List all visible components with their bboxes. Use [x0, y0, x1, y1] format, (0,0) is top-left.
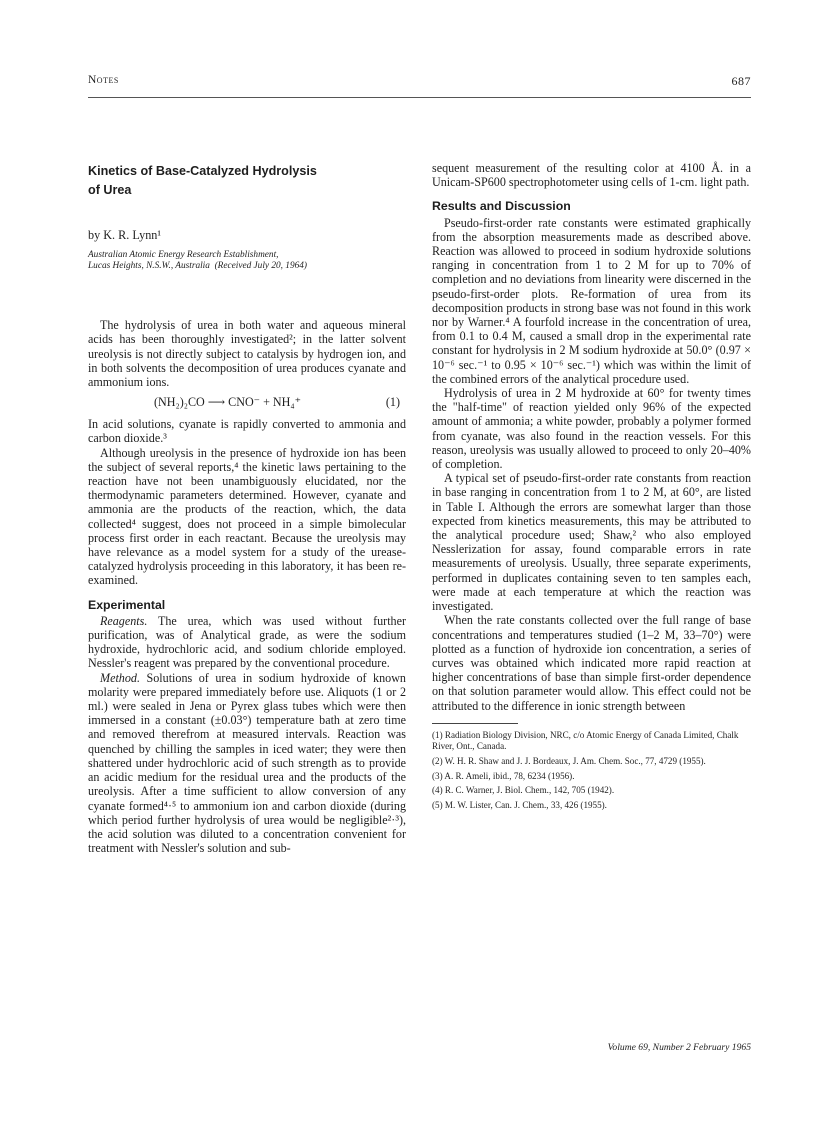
equation-number: (1)	[385, 395, 400, 410]
reagents-text: The urea, which was used without further purification, was of Analytical grade, as were the sodium hydroxide, hydrochloric acid, and sodium chloride employed. Nessler's reagent was prepared by the conventional procedure.	[88, 613, 406, 671]
results-paragraph-1: Pseudo-first-order rate constants were estimated graphically from the absorption measurements made as described above. Reaction was allowed to proceed in sodium hydroxide solutions ranging in concentration from 1 to 2 M for up to 70% of completion and no deviations from linearity were discerned in the pseudo-first-order plots. Re-formation of urea from its decomposition products in strong base was not found in this work nor by Warner.⁴ A fourfold increase in the concentration of urea, from 0.1 to 0.4 M, caused a small drop in the experimental rate constant for hydrolysis in 2 M sodium hydroxide at 50.0° (0.97 × 10⁻⁶ sec.⁻¹ to 0.95 × 10⁻⁶ sec.⁻¹) which was within the limit of the combined errors of the analytical procedure used.	[432, 215, 751, 386]
equation-1	[88, 395, 406, 411]
author-byline: by K. R. Lynn¹	[88, 228, 162, 242]
author-affiliation	[88, 250, 406, 272]
footnote-rule	[432, 723, 518, 724]
results-paragraph-3: A typical set of pseudo-first-order rate constants from reaction in base ranging in concentration from 1 to 2 M, at 60°, are listed in Table I. Although the errors are somewhat larger than those expected from kinetics measurements, this may be attributed to the analytical procedure used; Shaw,² who also employed Nesslerization for assay, found comparable errors in rate measurements of ureolysis. Usually, three separate experiments, performed in duplicates containing seven to ten samples each, were made at each temperature at which the reaction was investigated.	[432, 471, 751, 614]
method-continuation: sequent measurement of the resulting color at 4100 Å. in a Unicam-SP600 spectrophotometer using cells of 1-cm. light path.	[432, 161, 751, 190]
article-title	[88, 162, 406, 200]
method-label: Method.	[100, 670, 140, 685]
page-number: 687	[731, 74, 751, 88]
footnote-4: (4) R. C. Warner, J. Biol. Chem., 142, 705 (1942).	[432, 785, 615, 796]
results-paragraph-2: Hydrolysis of urea in 2 M hydroxide at 60° for twenty times the "half-time" of reaction yielded only 96% of the expected amount of ammonia; a white powder, probably a polymer formed from cyanate, was also found in the reaction vessels. For this reason, ureolysis was usually allowed to proceed to only 20–40% of completion.	[432, 386, 751, 472]
method-text: Solutions of urea in sodium hydroxide of known molarity were prepared immediately before use. Aliquots (1 or 2 ml.) were sealed in Jena or Pyrex glass tubes which were then immersed in a constant (±0.03°) temperature bath at zero time and removed therefrom at measured intervals. Reaction was quenched by chilling the samples in iced water; they were then shattered under hydrochloric acid of such strength as to provide an acidic medium for the residual urea and the products of the ureolysis. After a time sufficient to allow conversion of any cyanate formed⁴·⁵ to ammonium ion and carbon dioxide (during which period further hydrolysis of urea would be negligible²·³), the acid solution was diluted to a concentration convenient for treatment with Nessler's solution and sub-	[88, 670, 406, 856]
reagents-label: Reagents.	[100, 613, 148, 628]
method-paragraph	[88, 671, 406, 856]
footnote-3: (3) A. R. Ameli, ibid., 78, 6234 (1956).	[432, 770, 575, 781]
footnote-5: (5) M. W. Lister, Can. J. Chem., 33, 426 (1955).	[432, 799, 607, 810]
running-head	[88, 74, 751, 86]
title-line-2: of Urea	[88, 183, 132, 197]
results-paragraph-4: When the rate constants collected over the full range of base concentrations and temperatures studied (1–2 M, 33–70°) were plotted as a function of hydroxide ion concentration, a series of curves was obtained which indicated more rapid reaction at higher concentrations of base than simple first-order dependence on that solution parameter would allow. This effect could not be attributed to the difference in ionic strength between	[432, 613, 751, 713]
heading-results: Results and Discussion	[432, 199, 571, 214]
intro-paragraph-2: In acid solutions, cyanate is rapidly converted to ammonia and carbon dioxide.³	[88, 417, 406, 446]
right-column	[432, 161, 751, 814]
affiliation-line-2: Lucas Heights, N.S.W., Australia	[88, 261, 210, 272]
title-line-1: Kinetics of Base-Catalyzed Hydrolysis	[88, 164, 317, 178]
received-date: (Received July 20, 1964)	[214, 261, 307, 272]
intro-paragraph-1: The hydrolysis of urea in both water and aqueous mineral acids has been thoroughly investigated²; in the latter solvent ureolysis is not directly subject to catalysis by hydrogen ion, and in both solvents the decomposition of urea produces cyanate and ammonium ions.	[88, 318, 406, 390]
journal-issue-footer: Volume 69, Number 2 February 1965	[607, 1042, 751, 1053]
equation-expression: (NH₂)₂CO ⟶ CNO⁻ + NH₄⁺	[154, 395, 301, 410]
section-name: Notes	[88, 74, 119, 86]
affiliation-line-1: Australian Atomic Energy Research Establishment,	[88, 250, 279, 261]
footnote-2: (2) W. H. R. Shaw and J. J. Bordeaux, J. Am. Chem. Soc., 77, 4729 (1955).	[432, 755, 706, 766]
heading-experimental: Experimental	[88, 597, 166, 612]
intro-paragraph-3: Although ureolysis in the presence of hydroxide ion has been the subject of several reports,⁴ the kinetic laws pertaining to the reaction have not been unambiguously elucidated, nor the thermodynamic parameters determined. However, cyanate and ammonia are the products of the reaction, which, the data collected⁴ suggest, does not proceed in a simple bimolecular process first order in each reactant. Because the ureolysis may have relevance as a model system for a study of the urease-catalyzed hydrolysis proceeding in this laboratory, it has been re-examined.	[88, 445, 406, 588]
footnote-1: (1) Radiation Biology Division, NRC, c/o Atomic Energy of Canada Limited, Chalk River, Ont., Canada.	[432, 729, 739, 752]
footnotes	[432, 730, 751, 812]
reagents-paragraph	[88, 614, 406, 671]
left-column	[88, 162, 406, 855]
header-rule	[88, 97, 751, 98]
